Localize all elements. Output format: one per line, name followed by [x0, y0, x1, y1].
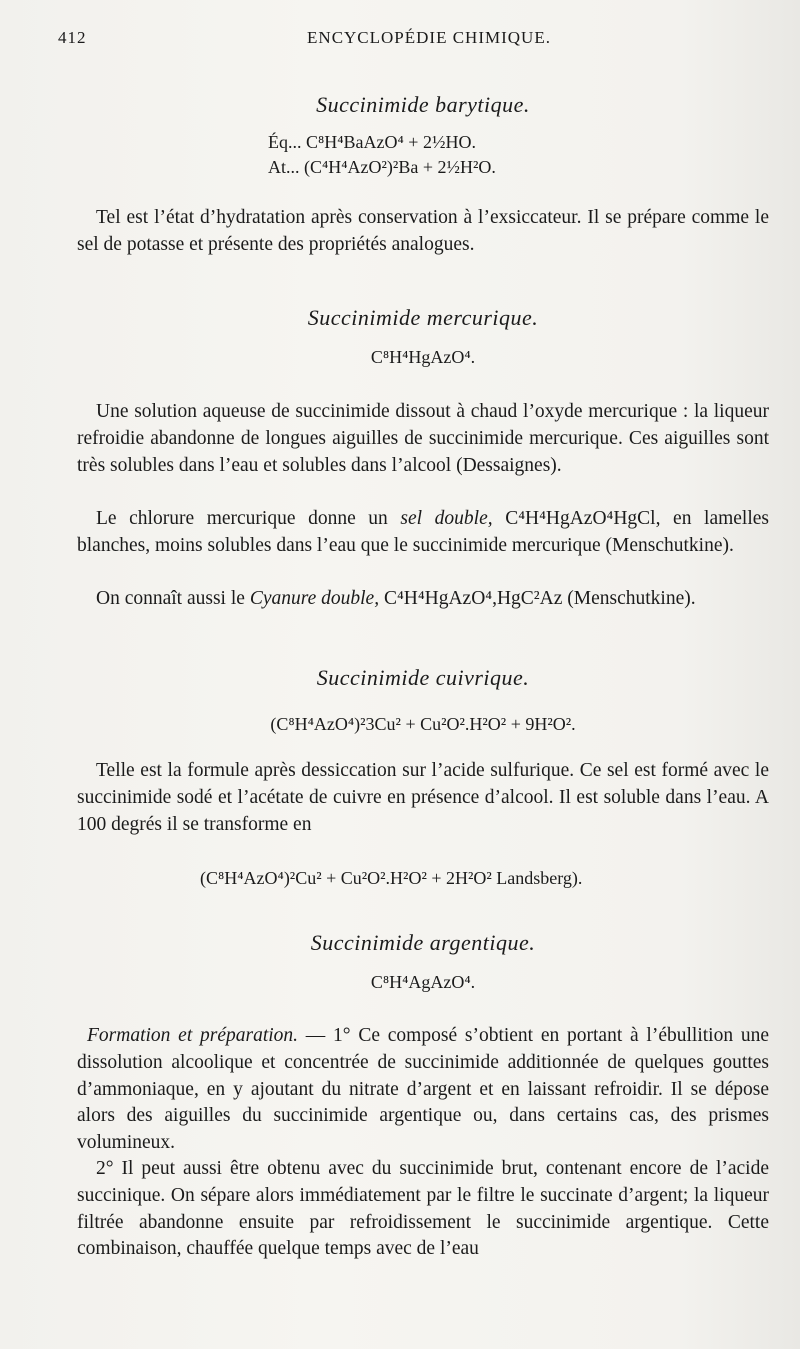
emphasis: sel double,: [400, 508, 493, 529]
emphasis: Formation et préparation.: [87, 1025, 299, 1046]
formula-eq: Éq... C⁸H⁴BaAzO⁴ + 2½HO.: [268, 132, 476, 152]
formula: (C⁸H⁴AzO⁴)²3Cu² + Cu²O².H²O² + 9H²O².: [270, 714, 576, 734]
paragraph: Telle est la formule après dessiccation sur l’acide sulfurique. Ce sel est formé avec le succinimide sodé et l’acétate de cuivre en présence d’alcool. Il est soluble dans l’eau. A 100 degrés il se transforme en: [77, 760, 769, 835]
paragraph: On connaît aussi le Cyanure double, C⁴H⁴HgAzO⁴,HgC²Az (Menschutkine).: [96, 588, 696, 609]
formula: C⁸H⁴HgAzO⁴.: [370, 347, 476, 367]
section-heading: Succinimide mercurique.: [307, 305, 539, 330]
running-title: ENCYCLOPÉDIE CHIMIQUE.: [307, 28, 551, 47]
section-cuivrique: [77, 665, 769, 691]
section-barytique: [77, 92, 769, 118]
formula: (C⁸H⁴AzO⁴)²Cu² + Cu²O².H²O² + 2H²O² Landsberg).: [200, 868, 583, 888]
paragraph: Le chlorure mercurique donne un sel double, C⁴H⁴HgAzO⁴HgCl, en lamelles blanches, moins solubles dans l’eau que le succinimide mercurique (Menschutkine).: [77, 508, 770, 556]
page-number: 412: [58, 28, 87, 47]
section-heading: Succinimide argentique.: [310, 930, 536, 955]
paragraph: Formation et préparation. — 1° Ce composé s’obtient en portant à l’ébullition une dissolution alcoolique et concentrée de succinimide additionnée de quelques gouttes d’ammoniaque, en y ajoutant du nitrate d’argent et en laissant refroidir. Il se dépose alors des aiguilles du succinimide argentique ou, dans certains cas, des prismes volumineux.: [77, 1025, 769, 1154]
formula: C⁸H⁴AgAzO⁴.: [370, 972, 476, 992]
section-heading: Succinimide cuivrique.: [316, 665, 530, 690]
paragraph: 2° Il peut aussi être obtenu avec du succinimide brut, contenant encore de l’acide succinique. On sépare alors immédiatement par le filtre le succinate d’argent; la liqueur filtrée abandonne ensuite par refroidissement le succinimide argentique. Cette combinaison, chauffée quelque temps avec de l’eau: [77, 1158, 769, 1260]
formula-block: [268, 130, 668, 180]
paragraph: Tel est l’état d’hydratation après conservation à l’exsiccateur. Il se prépare comme le sel de potasse et présente des propriétés analogues.: [77, 207, 769, 255]
emphasis: Cyanure double,: [249, 588, 380, 609]
paragraph: Une solution aqueuse de succinimide dissout à chaud l’oxyde mercurique : la liqueur refroidie abandonne de longues aiguilles de succinimide mercurique. Ces aiguilles sont très solubles dans l’eau et solubles dans l’alcool (Dessaignes).: [77, 401, 769, 476]
section-heading: Succinimide barytique.: [316, 92, 530, 117]
formula-at: At... (C⁴H⁴AzO²)²Ba + 2½H²O.: [268, 157, 496, 177]
section-argentique: [77, 930, 769, 956]
page-header: [58, 28, 760, 52]
section-mercurique: [77, 305, 769, 331]
